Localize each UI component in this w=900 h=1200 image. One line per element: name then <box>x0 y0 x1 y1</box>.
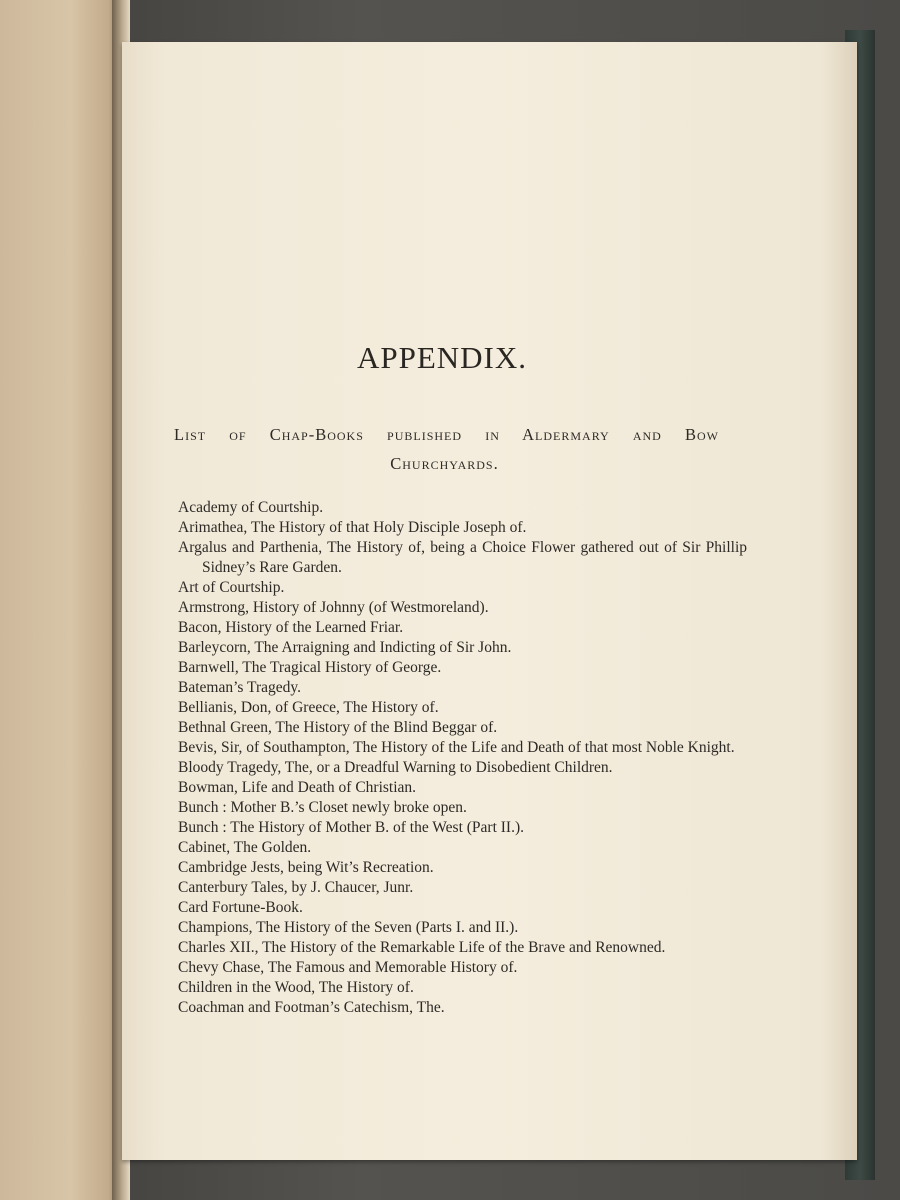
appendix-title: APPENDIX. <box>356 340 528 375</box>
list-item: Champions, The History of the Seven (Parts I. and II.). <box>178 919 519 936</box>
page-content <box>122 42 857 1160</box>
list-item: Chevy Chase, The Famous and Memorable History of. <box>178 959 518 976</box>
list-item: Bellianis, Don, of Greece, The History of. <box>178 699 439 716</box>
list-item: Card Fortune-Book. <box>178 899 303 916</box>
list-item: Bowman, Life and Death of Christian. <box>178 779 417 796</box>
list-item: Arimathea, The History of that Holy Disciple Joseph of. <box>178 519 527 536</box>
chap-book-list <box>178 498 747 1018</box>
list-item: Barleycorn, The Arraigning and Indicting of Sir John. <box>178 639 512 656</box>
list-item: Children in the Wood, The History of. <box>178 979 414 996</box>
list-item: Barnwell, The Tragical History of George. <box>178 659 442 676</box>
list-item: Cabinet, The Golden. <box>178 839 312 856</box>
list-item: Bethnal Green, The History of the Blind Beggar of. <box>178 719 498 736</box>
list-item: Argalus and Parthenia, The History of, being a Choice Flower gathered out of Sir Phillip Sidney’s Rare Garden. <box>178 539 747 576</box>
list-heading-line-2: Churchyards. <box>390 454 499 473</box>
list-item: Bacon, History of the Learned Friar. <box>178 619 404 636</box>
list-item: Coachman and Footman’s Catechism, The. <box>178 999 445 1016</box>
list-item: Bloody Tragedy, The, or a Dreadful Warning to Disobedient Children. <box>178 759 613 776</box>
list-item: Art of Courtship. <box>178 579 285 596</box>
list-item: Canterbury Tales, by J. Chaucer, Junr. <box>178 879 414 896</box>
list-item: Academy of Courtship. <box>178 499 324 516</box>
list-heading-line-1: List of Chap-Books published in Aldermary and Bow <box>174 425 719 444</box>
list-item: Armstrong, History of Johnny (of Westmoreland). <box>178 599 489 616</box>
list-item: Bunch : Mother B.’s Closet newly broke open. <box>178 799 467 816</box>
list-item: Cambridge Jests, being Wit’s Recreation. <box>178 859 434 876</box>
list-item: Bunch : The History of Mother B. of the West (Part II.). <box>178 819 525 836</box>
right-page <box>122 42 857 1160</box>
list-item: Charles XII., The History of the Remarkable Life of the Brave and Renowned. <box>178 939 666 956</box>
left-page <box>0 0 118 1200</box>
list-item: Bateman’s Tragedy. <box>178 679 301 696</box>
list-item: Bevis, Sir, of Southampton, The History of the Life and Death of that most Noble Knight. <box>178 739 735 756</box>
